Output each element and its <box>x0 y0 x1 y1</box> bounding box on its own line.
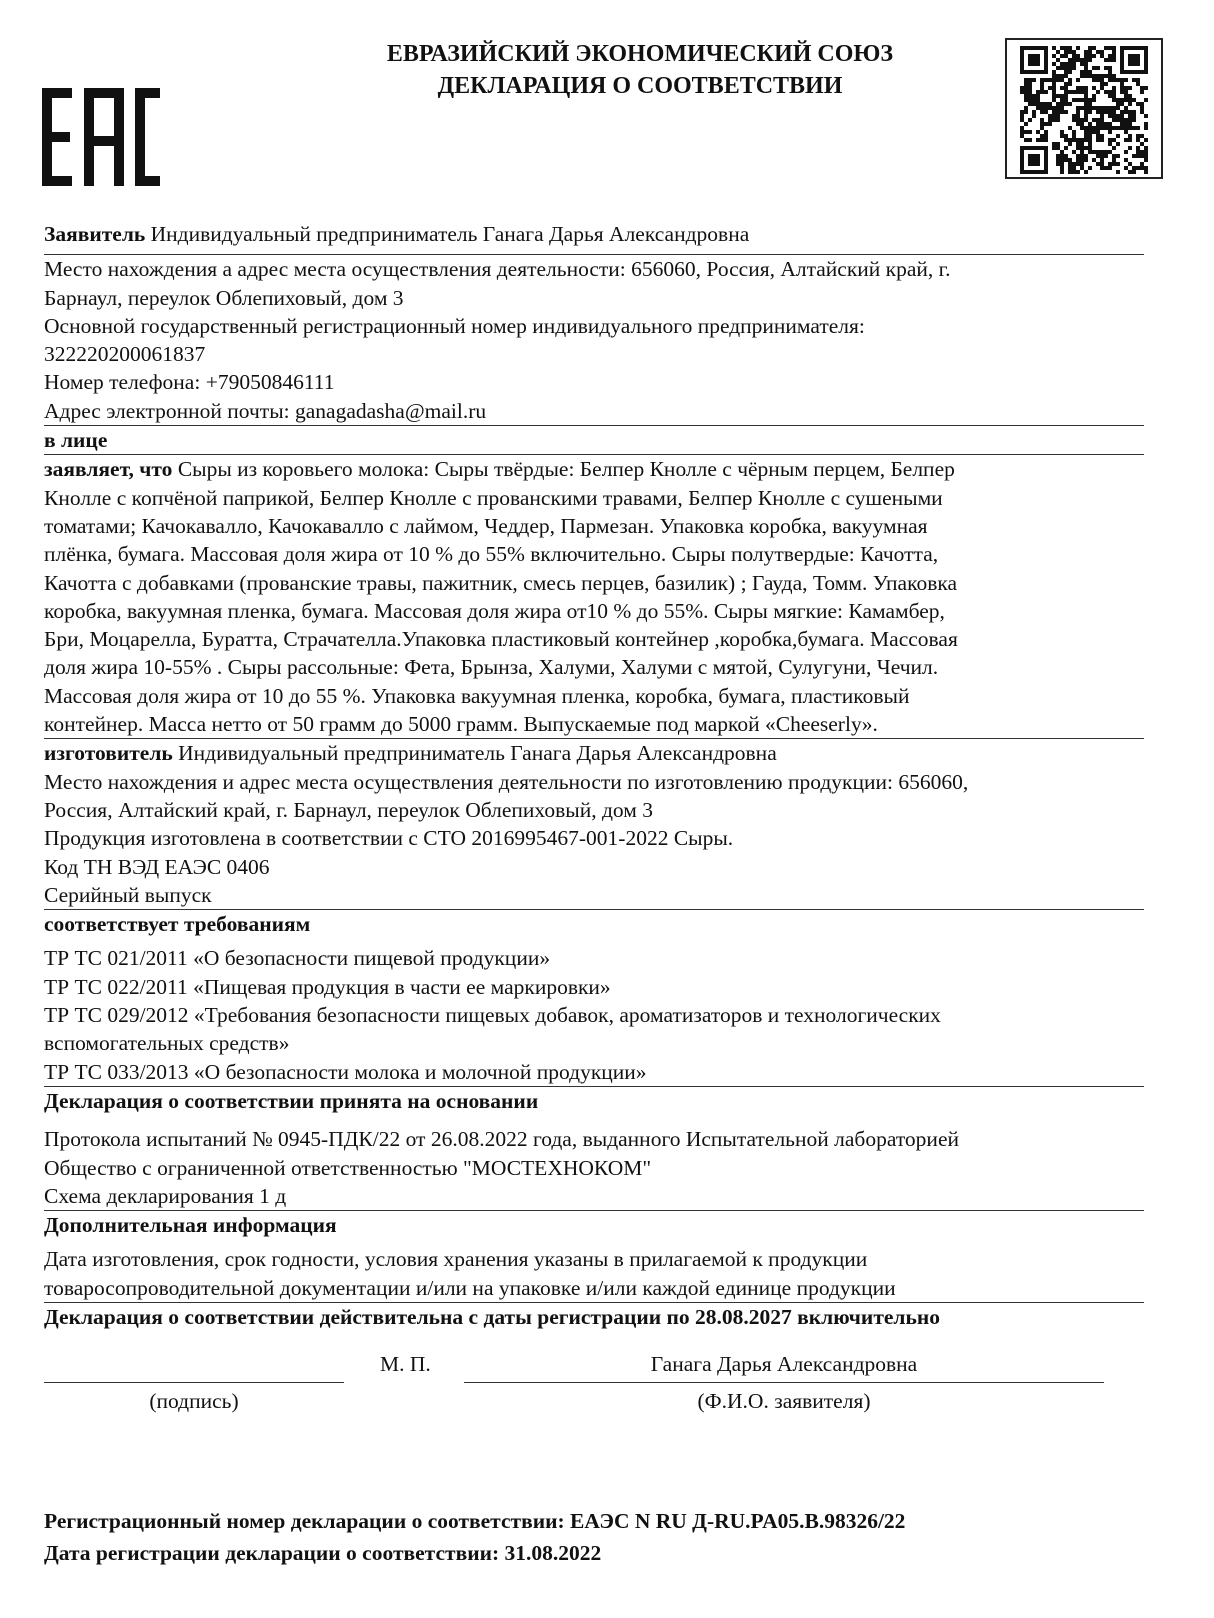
registration-number: Регистрационный номер декларации о соответствии: ЕАЭС N RU Д-RU.PA05.B.98326/22 <box>44 1509 906 1533</box>
product-line: доля жира 10-55% . Сыры рассольные: Фета, Брынза, Халуми, Халуми с мятой, Сулугуни, Чечил. <box>44 655 939 680</box>
applicant-ogrn: 322220200061837 <box>44 342 206 367</box>
in-person-label: в лице <box>44 428 108 453</box>
applicant-name: Индивидуальный предприниматель Ганага Дарья Александровна <box>150 222 750 246</box>
requirement-line: вспомогательных средств» <box>44 1031 290 1056</box>
basis-label: Декларация о соответствии принята на основании <box>44 1088 539 1113</box>
name-caption: (Ф.И.О. заявителя) <box>697 1389 871 1413</box>
union-title: ЕВРАЗИЙСКИЙ ЭКОНОМИЧЕСКИЙ СОЮЗ <box>386 41 894 67</box>
declares-label: заявляет, что <box>44 457 173 482</box>
product-line: Массовая доля жира от 10 до 55 %. Упаковка вакуумная пленка, коробка, бумага, пластиковый <box>44 683 910 708</box>
applicant-row <box>44 220 1144 248</box>
manufacturer-line: Серийный выпуск <box>44 882 212 907</box>
applicant-email: Адрес электронной почты: ganagadasha@mail.ru <box>44 398 487 423</box>
manufacturer-line: Место нахождения и адрес места осуществления деятельности по изготовлению продукции: 656060, <box>44 769 969 794</box>
requirements-label: соответствует требованиям <box>44 912 311 937</box>
validity-statement: Декларация о соответствии действительна с даты регистрации по 28.08.2027 включительно <box>44 1304 940 1329</box>
product-line: Качотта с добавками (прованские травы, пажитник, смесь перцев, базилик) ; Гауда, Томм. Упаковка <box>44 570 958 595</box>
eac-logo-icon <box>42 88 160 186</box>
registration-date: Дата регистрации декларации о соответствии: 31.08.2022 <box>44 1541 602 1565</box>
signature-caption: (подпись) <box>149 1389 239 1413</box>
product-line: Бри, Моцарелла, Буратта, Страчателла.Упаковка пластиковый контейнер ,коробка,бумага. Массовая <box>44 627 958 652</box>
qr-code-icon <box>1005 38 1163 179</box>
manufacturer-line: Продукция изготовлена в соответствии с СТО 2016995467-001-2022 Сыры. <box>44 826 734 851</box>
product-line: Кнолле с копчёной паприкой, Белпер Кнолле с прованскими травами, Белпер Кнолле с сушеными <box>44 485 943 510</box>
stamp-label: М. П. <box>380 1352 431 1376</box>
declaration-body <box>44 220 1144 1331</box>
requirement-line: ТР ТС 021/2011 «О безопасности пищевой продукции» <box>44 946 551 971</box>
basis-line: Общество с ограниченной ответственностью "МОСТЕХНОКОМ" <box>44 1155 652 1180</box>
additional-label: Дополнительная информация <box>44 1213 337 1238</box>
manufacturer-row <box>44 739 1144 767</box>
manufacturer-line: Россия, Алтайский край, г. Барнаул, переулок Облепиховый, дом 3 <box>44 797 653 822</box>
document-title: ДЕКЛАРАЦИЯ О СООТВЕТСТВИИ <box>437 73 843 99</box>
applicant-address-line: Барнаул, переулок Облепиховый, дом 3 <box>44 285 404 310</box>
name-line <box>464 1382 1104 1383</box>
requirement-line: ТР ТС 033/2013 «О безопасности молока и молочной продукции» <box>44 1059 647 1084</box>
signer-name: Ганага Дарья Александровна <box>650 1352 918 1376</box>
basis-line: Протокола испытаний № 0945-ПДК/22 от 26.08.2022 года, выданного Испытательной лабораторией <box>44 1127 959 1152</box>
manufacturer-name: Индивидуальный предприниматель Ганага Дарья Александровна <box>178 741 777 766</box>
applicant-label: Заявитель <box>44 222 146 246</box>
requirement-line: ТР ТС 022/2011 «Пищевая продукция в части ее маркировки» <box>44 974 611 999</box>
product-line: плёнка, бумага. Массовая доля жира от 10 % до 55% включительно. Сыры полутвердые: Качотта, <box>44 542 939 567</box>
product-line: контейнер. Масса нетто от 50 грамм до 5000 грамм. Выпускаемые под маркой «Cheeserly». <box>44 712 878 737</box>
additional-line: товаросопроводительной документации и/или на упаковке и/или каждой единице продукции <box>44 1275 896 1300</box>
requirement-line: ТР ТС 029/2012 «Требования безопасности пищевых добавок, ароматизаторов и технологических <box>44 1003 941 1028</box>
applicant-phone: Номер телефона: +79050846111 <box>44 370 335 395</box>
applicant-address-line: Место нахождения а адрес места осуществления деятельности: 656060, Россия, Алтайский край, г. <box>44 257 951 282</box>
additional-line: Дата изготовления, срок годности, условия хранения указаны в прилагаемой к продукции <box>44 1247 868 1272</box>
declares-first-line: Сыры из коровьего молока: Сыры твёрдые: Белпер Кнолле с чёрным перцем, Белпер <box>177 457 955 482</box>
product-line: коробка, вакуумная пленка, бумага. Массовая доля жира от10 % до 55%. Сыры мягкие: Камамбер, <box>44 598 945 623</box>
manufacturer-label: изготовитель <box>44 741 173 766</box>
registration-block <box>44 1505 905 1569</box>
product-line: томатами; Качокавалло, Качокавалло с лаймом, Чеддер, Пармезан. Упаковка коробка, вакуумная <box>44 513 928 538</box>
declares-row <box>44 455 1144 483</box>
applicant-ogrn-label: Основной государственный регистрационный номер индивидуального предпринимателя: <box>44 313 865 338</box>
signature-line <box>44 1382 344 1383</box>
manufacturer-line: Код ТН ВЭД ЕАЭС 0406 <box>44 854 270 879</box>
basis-line: Схема декларирования 1 д <box>44 1183 287 1208</box>
